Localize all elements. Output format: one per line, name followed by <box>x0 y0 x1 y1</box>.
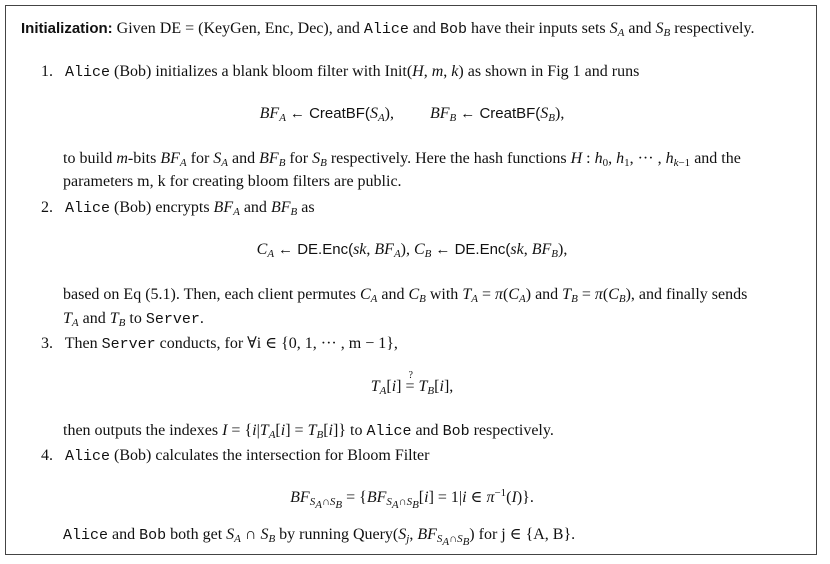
alice-name: Alice <box>65 448 111 465</box>
and-word: and <box>535 286 559 303</box>
step-2-line-3: $T_A$ and $T_B$ to Server. <box>63 310 204 329</box>
server-name: Server <box>101 336 156 353</box>
step-2-text: to <box>129 310 142 327</box>
step-number: 3. <box>41 335 53 352</box>
bob-name: Bob <box>442 423 470 440</box>
equation-encrypt: $C_A$ ← DE.Enc(sk, $BF_A$), $C_B$ ← DE.Enc(sk, $BF_B$), <box>256 241 568 260</box>
protocol-box <box>5 5 817 555</box>
bob-name: Bob <box>139 527 167 544</box>
init-text-1: Given DE = (KeyGen, Enc, Dec), and <box>116 20 360 37</box>
step-3-line-2: then outputs the indexes $I = \{i|T_A[i] = T_B[i]\}$ to Alice and Bob respectively. <box>63 422 554 441</box>
step-number: 4. <box>41 447 53 464</box>
step-4-line-1 <box>41 446 429 467</box>
step-1-text: for <box>190 150 210 167</box>
step-1-text: to build <box>63 150 113 167</box>
step-2-line-1: 2. Alice (Bob) encrypts $BF_A$ and $BF_B$ as <box>41 199 315 218</box>
step-4-line-2: Alice and Bob both get $S_A$ ∩ $S_B$ by running $Query(S_j$, $BF_{S_A\cap S_B}$) for j ∈ {A, B}. <box>63 526 576 548</box>
alice-name: Alice <box>65 64 111 81</box>
step-4-text: both get <box>170 526 223 543</box>
equation-intersection: $BF_{S_A\cap S_B} = \{BF_{S_A\cap S_B}[i] = 1|i$ ∈ $\pi^{-1}(I)$}. <box>290 487 534 511</box>
server-name: Server <box>145 311 200 328</box>
step-1-line-1: 1. Alice (Bob) initializes a blank bloom filter with Init(H, m, k) as shown in Fig 1 and runs <box>41 63 640 81</box>
initialization-label: Initialization: <box>21 20 113 37</box>
step-3-text: conducts, for ∀i ∈ {0, 1, ··· , m − 1}, <box>159 335 398 352</box>
step-3-line-1 <box>41 334 398 355</box>
alice-name: Alice <box>366 423 412 440</box>
step-1-text-end: ) as shown in Fig 1 and runs <box>458 63 640 80</box>
and-word: and <box>112 526 136 543</box>
bob-name: Bob <box>439 21 467 38</box>
and-word: and <box>412 20 436 37</box>
step-1-text: for <box>289 150 309 167</box>
step-3-text: Then <box>64 335 98 352</box>
init-text-3: respectively. <box>674 20 755 37</box>
eq-enc-b: ← DE.Enc( <box>435 241 511 258</box>
step-2-text: as <box>301 199 315 216</box>
step-1-text: -bits <box>127 150 157 167</box>
and-word: and <box>628 20 652 37</box>
and-word: and <box>381 286 405 303</box>
and-word: and <box>82 310 106 327</box>
step-4-text: by running Query( <box>279 526 399 543</box>
step-number: 1. <box>41 63 53 80</box>
and-word: and <box>415 422 439 439</box>
step-number: 2. <box>41 199 53 216</box>
equation-compare: $T_A[i]$ = ? $T_B[i]$, <box>370 370 454 397</box>
eq-creatbf-b: ← CreatBF( <box>460 105 541 122</box>
initialization-line: Initialization: Given DE = (KeyGen, Enc, Dec), and Alice and Bob have their inputs sets $S_A$ and $S_B$ respectively. <box>21 20 755 39</box>
step-1-text: (Bob) initializes a blank bloom filter with Init( <box>114 63 413 80</box>
and-word: and <box>243 199 267 216</box>
step-1-text: respectively. Here the hash functions <box>330 150 567 167</box>
step-2-text: with <box>429 286 459 303</box>
alice-name: Alice <box>63 527 109 544</box>
step-2-line-2: based on Eq (5.1). Then, each client permutes $C_A$ and $C_B$ with $T_A = \pi(C_A)$ and $T_B = \pi(C_B)$, and finally sends <box>63 286 748 305</box>
step-4-text: ) for j ∈ {A, B}. <box>469 526 576 543</box>
step-1-text: and the <box>694 150 741 167</box>
step-1-line-2: to build m-bits $BF_A$ for $S_A$ and $BF_B$ for $S_B$ respectively. Here the hash functions H : $h_0$, $h_1$, ··· , $h_{k-1}$ and the <box>63 150 741 169</box>
init-text-2: have their inputs sets <box>470 20 606 37</box>
equation-creatbf: $BF_A$ ← $CreatBF(S_A)$, $BF_B$ ← $CreatBF(S_B)$, <box>259 105 565 124</box>
step-1-line-3: parameters m, k for creating bloom filters are public. <box>63 173 402 190</box>
step-2-text: (Bob) encrypts <box>114 199 210 216</box>
step-2-text: based on Eq (5.1). Then, each client permutes <box>63 286 356 303</box>
step-2-text: and finally sends <box>638 286 748 303</box>
and-word: and <box>232 150 256 167</box>
step-3-text: respectively. <box>473 422 554 439</box>
step-4-text: (Bob) calculates the intersection for Bloom Filter <box>114 447 430 464</box>
eq-creatbf-a: ← CreatBF( <box>289 105 370 122</box>
eq-enc-a: ← DE.Enc( <box>278 241 354 258</box>
alice-name: Alice <box>65 200 111 217</box>
alice-name: Alice <box>363 21 409 38</box>
